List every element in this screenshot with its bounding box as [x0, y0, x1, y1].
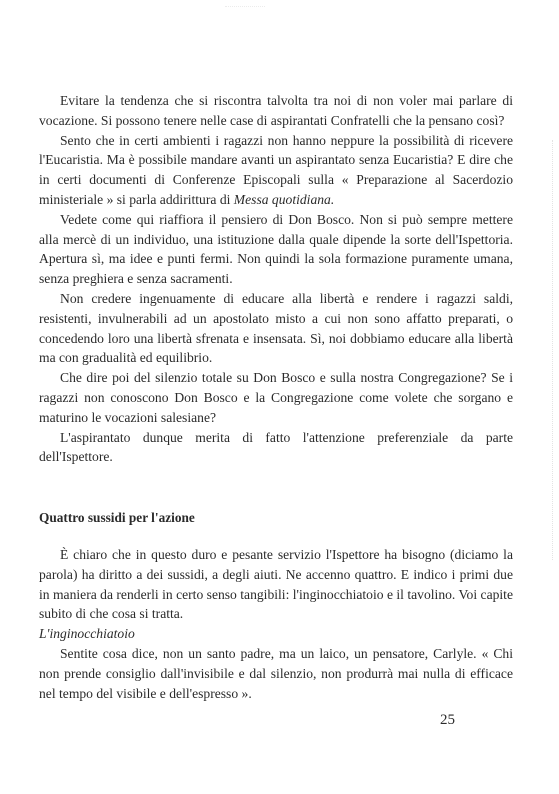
- paragraph: Sentite cosa dice, non un santo padre, ma un laico, un pensatore, Carlyle. « Chi non prende consiglio dall'invisibile e dal silenzio, non produrrà mai nulla di efficace nel tempo del visibile e dell'espresso ».: [39, 645, 513, 701]
- margin-rule: [551, 140, 553, 560]
- paragraph-text: Sento che in certi ambienti i ragazzi non hanno neppure la possibilità di ricevere l'Eucaristia. Ma è possibile mandare avanti un aspirantato senza Eucaristia? E dire che in certi documenti di Conferenze Episcopali sulla « Preparazione al Sacerdozio ministeriale » si parla addirittura di: [39, 132, 513, 207]
- section-text: [39, 545, 513, 703]
- subheading: L'inginocchiatoio: [39, 626, 135, 642]
- paragraph: È chiaro che in questo duro e pesante servizio l'Ispettore ha bisogno (diciamo la parola) ha diritto a dei sussidi, a degli aiuti. Ne accenno quattro. E indico i primi due in maniera da renderli in certo senso tangibili: l'inginocchiatoio e il tavolino. Voi capite subito di che cosa si tratta.: [39, 547, 513, 622]
- paragraph: Non credere ingenuamente di educare alla libertà e rendere i ragazzi saldi, resistenti, invulnerabili ad un apostolato misto a cui non sono affatto preparati, o concedendo loro una libertà sfrenata e insensata. Sì, noi dobbiamo educare alla libertà ma con gradualità ed equilibrio.: [39, 290, 513, 366]
- paragraph: [39, 131, 513, 210]
- paragraph: Vedete come qui riaffiora il pensiero di Don Bosco. Non si può sempre mettere alla mercè di un individuo, una istituzione dalla quale dipende la sorte dell'Ispettoria. Apertura sì, ma idee e punti fermi. Non quindi la sola formazione puramente umana, senza preghiera e senza sacramenti.: [39, 211, 513, 287]
- paragraph: L'aspirantato dunque merita di fatto l'attenzione preferenziale da parte dell'Ispettore.: [39, 429, 513, 465]
- paragraph: Evitare la tendenza che si riscontra talvolta tra noi di non voler mai parlare di vocazione. Si possono tenere nelle case di aspirantati Confratelli che la pensano così?: [39, 93, 513, 128]
- page-number: 25: [440, 712, 455, 728]
- main-text: [39, 91, 513, 467]
- section-heading: Quattro sussidi per l'azione: [39, 510, 195, 525]
- paragraph: Che dire poi del silenzio totale su Don Bosco e sulla nostra Congregazione? Se i ragazzi non conoscono Don Bosco e la Congregazione come volete che sorgano e maturino le vocazioni salesiane?: [39, 370, 513, 425]
- italic-phrase: Messa quotidiana.: [233, 191, 335, 207]
- scan-artifact: [225, 6, 265, 8]
